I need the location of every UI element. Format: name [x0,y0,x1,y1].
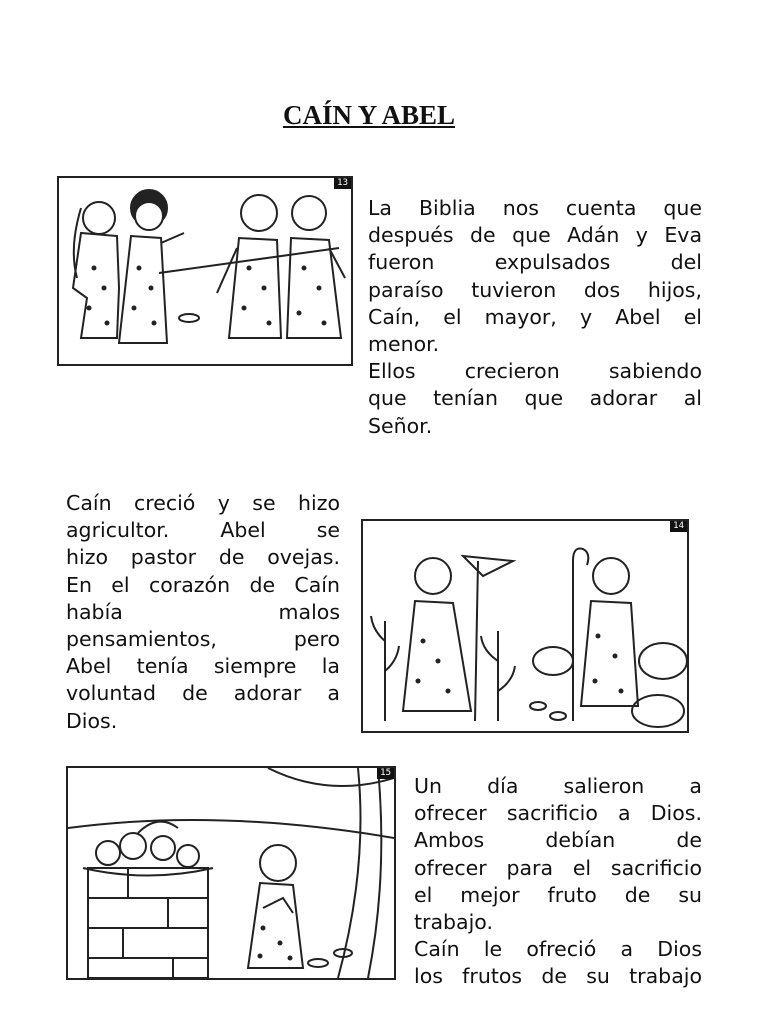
panel-number: 14 [670,521,687,532]
text-line: Dios. [66,708,118,733]
text-line: menor. [368,332,440,357]
text-line: ofrecer sacrificio a Dios. [414,801,702,826]
page-title: CAÍN Y ABEL [282,100,456,130]
text-line: Caín le ofreció a Dios [414,937,702,962]
illustration-farmer-shepherd [361,519,689,733]
text-line: después de que Adán y Eva [368,223,702,248]
illustration-adam-eve-children [57,176,353,366]
text-line: Ambos debían de [414,828,702,853]
paragraph-farmer-shepherd [66,490,340,735]
text-line: Ellos crecieron sabiendo [368,359,702,384]
text-line: hizo pastor de ovejas. [66,545,340,570]
paragraph-offering [414,773,702,991]
text-line: había malos [66,599,340,624]
panel-number: 15 [377,768,394,779]
text-line: Un día salieron a [414,774,702,798]
family-drawing [59,178,351,364]
text-line: agricultor. Abel se [66,518,340,543]
text-line: Caín creció y se hizo [66,491,340,515]
text-line: Caín, el mayor, y Abel el [368,304,702,329]
text-line: paraíso tuvieron dos hijos, [368,277,702,302]
text-line: ofrecer para el sacrificio [414,855,702,880]
text-line: Señor. [368,413,433,438]
panel-number: 13 [334,178,351,189]
paragraph-intro [368,195,702,440]
farmer-shepherd-drawing [363,521,687,731]
text-line: En el corazón de Caín [66,572,340,597]
offering-drawing [68,768,394,978]
text-line: el mejor fruto de su [414,882,702,907]
text-line: La Biblia nos cuenta que [368,196,702,220]
text-line: voluntad de adorar a [66,681,340,706]
text-line: los frutos de su trabajo [414,964,702,989]
text-line: Abel tenía siempre la [66,654,340,679]
text-line: fueron expulsados del [368,250,702,275]
text-line: trabajo. [414,910,493,935]
text-line: pensamientos, pero [66,627,340,652]
text-line: que tenían que adorar al [368,386,702,411]
illustration-offering-altar [66,766,396,980]
